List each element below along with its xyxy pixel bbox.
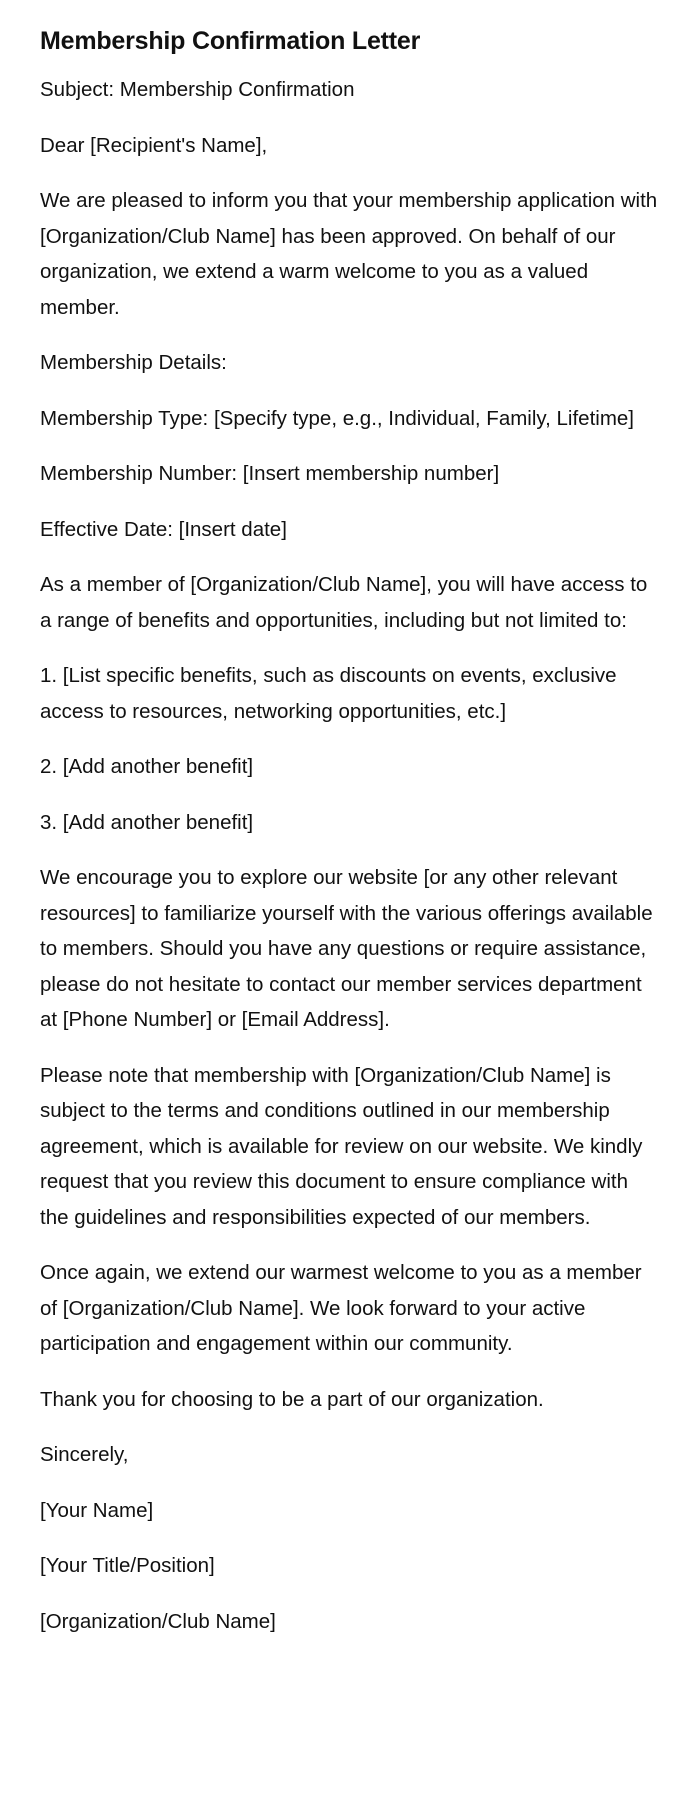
membership-number: Membership Number: [Insert membership number] <box>40 462 500 485</box>
membership-type: Membership Type: [Specify type, e.g., Individual, Family, Lifetime] <box>40 406 634 430</box>
welcome-again-paragraph: Once again, we extend our warmest welcome to you as a member of [Organization/Club Name]. We look forward to your active participation and engagement within our community. <box>40 1261 642 1355</box>
encourage-paragraph: We encourage you to explore our website [or any other relevant resources] to familiarize yourself with the various offerings available to members. Should you have any questions or require assistance, please do not hesitate to contact our member services department at [Phone Number] or [Email Address]. <box>40 866 653 1031</box>
benefit-item: 1. [List specific benefits, such as discounts on events, exclusive access to resources, networking opportunities, etc.] <box>40 664 617 723</box>
subject-line: Subject: Membership Confirmation <box>40 78 355 101</box>
document-title: Membership Confirmation Letter <box>40 27 421 55</box>
benefit-item: 2. [Add another benefit] <box>40 755 254 778</box>
terms-paragraph: Please note that membership with [Organization/Club Name] is subject to the terms and conditions outlined in our membership agreement, which is available for review on our website. We kindly request that you review this document to ensure compliance with the guidelines and responsibilities expected of our members. <box>40 1063 643 1229</box>
salutation: Dear [Recipient's Name], <box>40 133 268 157</box>
benefits-intro: As a member of [Organization/Club Name], you will have access to a range of benefits and opportunities, including but not limited to: <box>40 573 648 632</box>
signature-title: [Your Title/Position] <box>40 1554 215 1577</box>
benefit-item: 3. [Add another benefit] <box>40 810 254 834</box>
signature-name: [Your Name] <box>40 1498 154 1522</box>
details-heading: Membership Details: <box>40 351 227 374</box>
effective-date: Effective Date: [Insert date] <box>40 517 287 541</box>
intro-paragraph: We are pleased to inform you that your membership application with [Organization/Club Name] has been approved. On behalf of our organization, we extend a warm welcome to you as a valued member. <box>40 189 658 319</box>
signature-organization: [Organization/Club Name] <box>40 1609 276 1633</box>
closing-line: Sincerely, <box>40 1443 129 1466</box>
thanks-line: Thank you for choosing to be a part of our organization. <box>40 1387 544 1411</box>
